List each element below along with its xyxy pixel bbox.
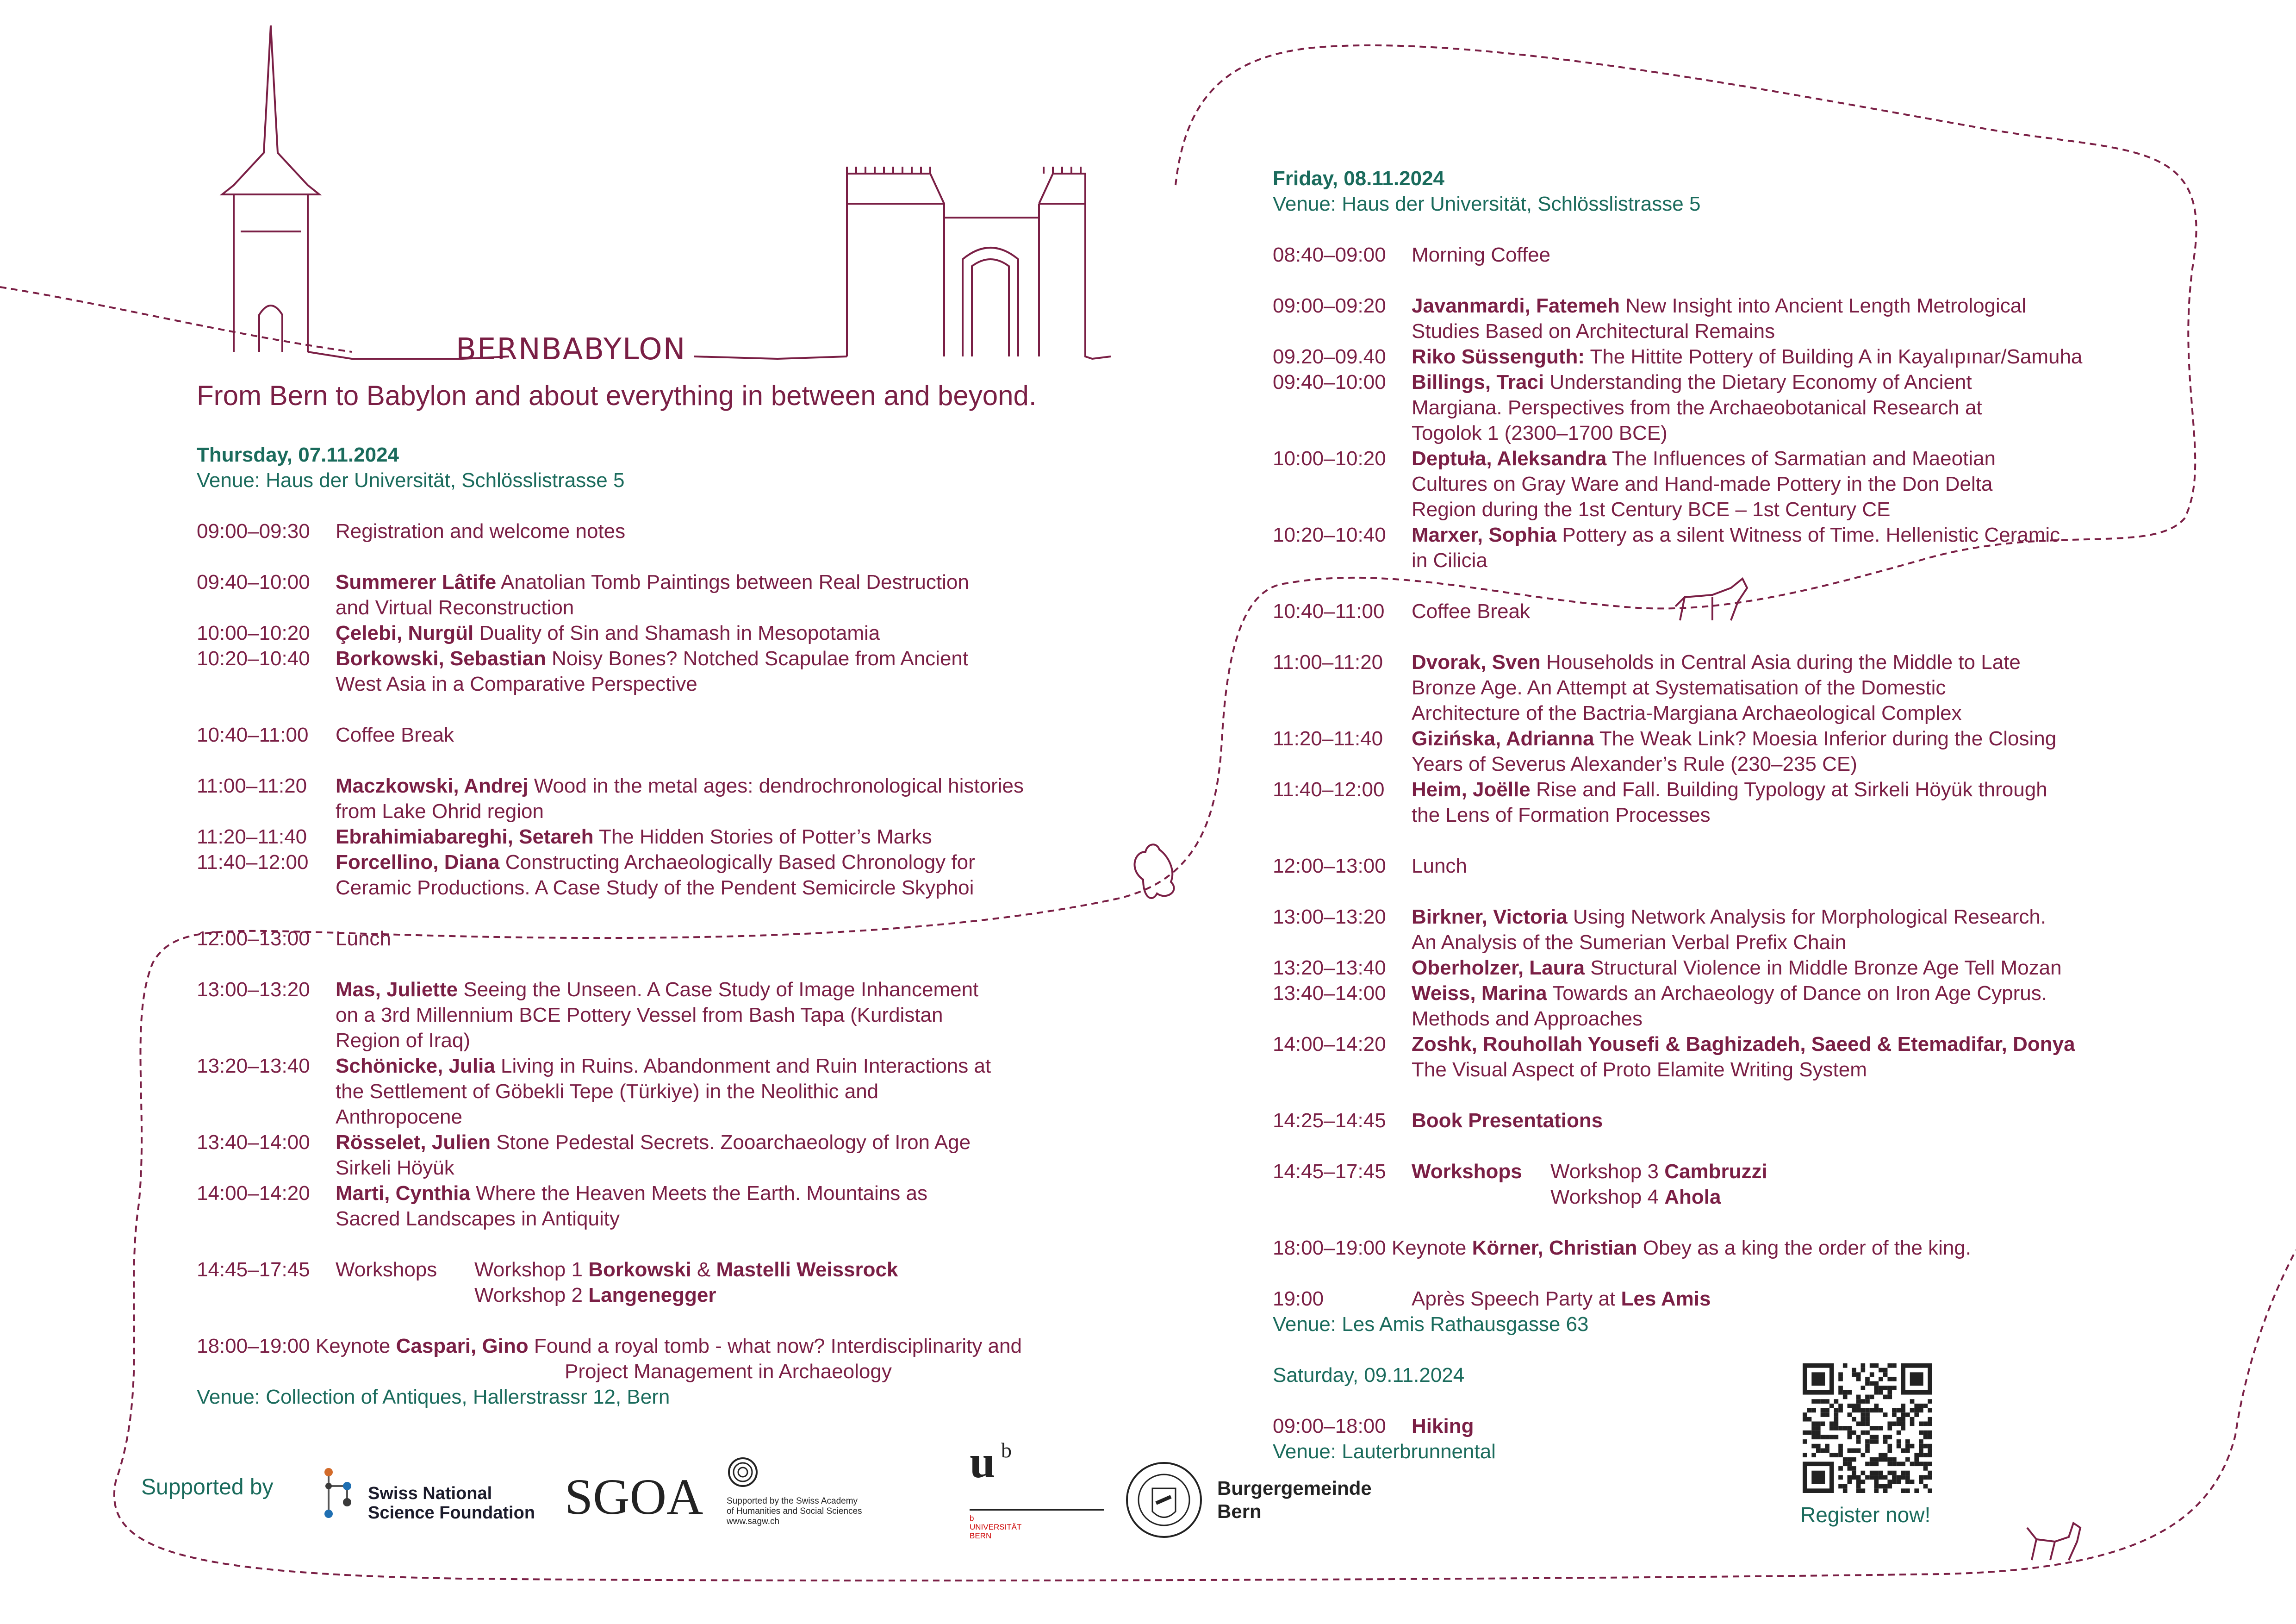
talk-text-line: Lunch xyxy=(336,927,391,950)
time-slot: 14:00–14:20 xyxy=(1273,1033,1386,1056)
talk-text-line: Years of Severus Alexander’s Rule (230–235 CE) xyxy=(1412,753,1857,775)
workshops-label: Workshops xyxy=(336,1258,437,1281)
schedule-row xyxy=(197,646,1169,697)
page-tagline: From Bern to Babylon and about everything in between and beyond. xyxy=(197,380,1037,411)
thursday-workshops xyxy=(197,1257,1169,1308)
thursday-keynote-venue: Venue: Collection of Antiques, Hallerstrassr 12, Bern xyxy=(197,1386,670,1408)
talk-text-line: West Asia in a Comparative Perspective xyxy=(336,673,697,695)
talk-text-line: Region of Iraq) xyxy=(336,1029,471,1052)
thursday-day-heading: Thursday, 07.11.2024 xyxy=(197,443,399,466)
sagw-logo-icon xyxy=(727,1456,759,1488)
time-slot: 13:20–13:40 xyxy=(197,1055,310,1077)
row-line xyxy=(336,1104,462,1130)
speaker-name: Forcellino, Diana xyxy=(336,851,500,874)
schedule-row xyxy=(197,977,1169,1053)
talk-text-line: The Hidden Stories of Potter’s Marks xyxy=(593,825,932,848)
row-line xyxy=(336,620,880,646)
unibe-divider xyxy=(970,1509,1104,1511)
talk-text-line: Constructing Archaeologically Based Chronology for xyxy=(499,851,975,874)
time-slot: 13:00–13:20 xyxy=(1273,906,1386,928)
row-line xyxy=(336,1079,878,1104)
row-line xyxy=(336,1130,971,1155)
speaker-name: Oberholzer, Laura xyxy=(1412,956,1585,979)
time-slot: 12:00–13:00 xyxy=(1273,855,1386,877)
schedule-row xyxy=(1273,853,2268,879)
workshop-4-leader: Ahola xyxy=(1664,1186,1721,1208)
row-line xyxy=(1412,1006,1643,1031)
party-place: Les Amis xyxy=(1621,1287,1711,1310)
talk-text-line: Methods and Approaches xyxy=(1412,1007,1643,1030)
schedule-row xyxy=(1273,904,2268,955)
row-line xyxy=(1412,675,1946,700)
row-line xyxy=(1412,802,1711,828)
snsf-logo-text xyxy=(368,1484,535,1523)
row-line xyxy=(1412,599,1530,624)
row-line xyxy=(336,518,625,544)
talk-text-line: Where the Heaven Meets the Earth. Mountains as xyxy=(470,1182,927,1205)
time-slot: 12:00–13:00 xyxy=(197,927,310,950)
speaker-name: Maczkowski, Andrej xyxy=(336,775,529,797)
time-slot: 10:20–10:40 xyxy=(197,647,310,670)
talk-text-line: The Influences of Sarmatian and Maeotian xyxy=(1606,447,1996,470)
talk-text-line: Bronze Age. An Attempt at Systematisation of the Domestic xyxy=(1412,676,1946,699)
schedule-row xyxy=(197,1181,1169,1231)
talk-text-line: Togolok 1 (2300–1700 BCE) xyxy=(1412,422,1668,444)
talk-text-line: Seeing the Unseen. A Case Study of Image Inhancement xyxy=(458,978,979,1001)
snsf-line2: Science Foundation xyxy=(368,1503,535,1523)
row-line xyxy=(336,722,454,748)
time-slot: 14:00–14:20 xyxy=(197,1182,310,1205)
row-line xyxy=(1412,319,1775,344)
row-line xyxy=(336,849,975,875)
talk-text-line: The Weak Link? Moesia Inferior during the Closing xyxy=(1594,727,2057,750)
speaker-name: Borkowski, Sebastian xyxy=(336,647,546,670)
row-line xyxy=(336,977,978,1002)
burgergemeinde-text xyxy=(1217,1477,1372,1523)
schedule-row xyxy=(1273,344,2268,369)
row-line xyxy=(1412,904,2046,930)
time-slot: 09.20–09.40 xyxy=(1273,345,1386,368)
schedule-row xyxy=(197,722,1169,748)
schedule-row xyxy=(1273,522,2268,573)
speaker-name: Marti, Cynthia xyxy=(336,1182,470,1205)
talk-text-line: An Analysis of the Sumerian Verbal Prefix Chain xyxy=(1412,931,1847,954)
row-line xyxy=(1412,548,1487,573)
sgoa-logo: SGOA xyxy=(565,1468,703,1525)
workshop-1-prefix: Workshop 1 xyxy=(474,1258,589,1281)
saturday-day-heading: Saturday, 09.11.2024 xyxy=(1273,1364,1465,1387)
speaker-name: Deptuła, Aleksandra xyxy=(1412,447,1607,470)
talk-text-line: Duality of Sin and Shamash in Mesopotamia xyxy=(473,622,880,644)
unibe-logo xyxy=(970,1435,1108,1542)
keynote-title-line1: Found a royal tomb - what now? Interdisciplinarity and xyxy=(528,1335,1022,1357)
row-line xyxy=(1412,344,2082,369)
keynote-title: Obey as a king the order of the king. xyxy=(1637,1237,1972,1259)
talk-text-line: Architecture of the Bactria-Margiana Archaeological Complex xyxy=(1412,702,1962,725)
row-line xyxy=(1412,1057,1867,1082)
talk-text-line: Wood in the metal ages: dendrochronological histories xyxy=(528,775,1024,797)
talk-text-line: New Insight into Ancient Length Metrological xyxy=(1619,294,2027,317)
time-slot: 18:00–19:00 xyxy=(1273,1237,1386,1259)
talk-text-line: from Lake Ohrid region xyxy=(336,800,544,823)
registration-qr-code-icon[interactable] xyxy=(1803,1363,1932,1493)
talk-text-line: Lunch xyxy=(1412,855,1467,877)
keynote-label: Keynote xyxy=(1386,1237,1472,1259)
friday-schedule xyxy=(1273,242,2268,1133)
speaker-name: Heim, Joëlle xyxy=(1412,778,1531,801)
time-slot: 13:00–13:20 xyxy=(197,978,310,1001)
talk-text-line: Towards an Archaeology of Dance on Iron Age Cyprus. xyxy=(1547,982,2047,1005)
row-line xyxy=(336,1053,991,1079)
workshop-3-prefix: Workshop 3 xyxy=(1550,1160,1665,1183)
time-slot: 10:40–11:00 xyxy=(197,724,309,746)
speaker-name: Marxer, Sophia xyxy=(1412,524,1557,546)
schedule-row xyxy=(197,926,1169,951)
row-line xyxy=(1412,650,2021,675)
row-line xyxy=(1412,726,2056,751)
row-line xyxy=(1412,1031,2075,1057)
row-line xyxy=(1412,446,1996,471)
row-line xyxy=(336,926,391,951)
time-slot: 11:20–11:40 xyxy=(197,825,307,848)
time-slot: 11:20–11:40 xyxy=(1273,727,1383,750)
schedule-row xyxy=(197,824,1169,849)
talk-text-line: Registration and welcome notes xyxy=(336,520,626,543)
row-line xyxy=(1412,777,2047,802)
schedule-row xyxy=(1273,293,2268,344)
talk-text-line: Understanding the Dietary Economy of Ancient xyxy=(1544,371,1972,394)
time-slot: 13:40–14:00 xyxy=(1273,982,1386,1005)
talk-text-line: Anthropocene xyxy=(336,1106,462,1128)
schedule-row xyxy=(1273,446,2268,522)
unibe-mark: u xyxy=(970,1436,996,1487)
friday-keynote xyxy=(1273,1235,2268,1261)
workshops-label: Workshops xyxy=(1412,1160,1522,1183)
time-slot: 09:00–09:30 xyxy=(197,520,310,543)
schedule-row xyxy=(197,773,1169,824)
row-line xyxy=(1412,293,2026,319)
time-slot: 10:00–10:20 xyxy=(1273,447,1386,470)
talk-text-line: Noisy Bones? Notched Scapulae from Ancient xyxy=(546,647,969,670)
time-slot: 11:00–11:20 xyxy=(1273,651,1383,674)
unibe-line0: b xyxy=(970,1514,974,1523)
friday-day-heading: Friday, 08.11.2024 xyxy=(1273,167,1445,190)
friday-venue: Venue: Haus der Universität, Schlösslistrasse 5 xyxy=(1273,193,1701,215)
unibe-sup: b xyxy=(1001,1438,1012,1462)
speaker-name: Schönicke, Julia xyxy=(336,1055,495,1077)
saturday-venue: Venue: Lauterbrunnental xyxy=(1273,1440,1496,1463)
speaker-name: Book Presentations xyxy=(1412,1109,1603,1132)
speaker-name: Ebrahimiabareghi, Setareh xyxy=(336,825,594,848)
time-slot: 09:00–09:20 xyxy=(1273,294,1386,317)
speaker-name: Javanmardi, Fatemeh xyxy=(1412,294,1620,317)
schedule-row xyxy=(197,1130,1169,1181)
row-line xyxy=(336,875,974,900)
talk-text-line: Coffee Break xyxy=(336,724,454,746)
row-line xyxy=(1412,420,1668,446)
talk-text-line: The Hittite Pottery of Building A in Kayalıpınar/Samuha xyxy=(1585,345,2083,368)
time-slot: 13:20–13:40 xyxy=(1273,956,1386,979)
saturday-activity: Hiking xyxy=(1412,1415,1474,1437)
workshop-3-leader: Cambruzzi xyxy=(1664,1160,1767,1183)
schedule-row xyxy=(197,569,1169,620)
speaker-name: Rösselet, Julien xyxy=(336,1131,491,1154)
time-slot: 10:00–10:20 xyxy=(197,622,310,644)
time-slot: 14:45–17:45 xyxy=(197,1258,310,1281)
talk-text-line: Sacred Landscapes in Antiquity xyxy=(336,1207,620,1230)
talk-text-line: The Visual Aspect of Proto Elamite Writing System xyxy=(1412,1058,1867,1081)
time-slot: 11:40–12:00 xyxy=(197,851,309,874)
row-line xyxy=(336,1181,927,1206)
talk-text-line: Rise and Fall. Building Typology at Sirkeli Höyük through xyxy=(1530,778,2047,801)
register-now-link[interactable]: Register now! xyxy=(1800,1503,1931,1527)
schedule-row xyxy=(1273,650,2268,726)
time-slot: 14:45–17:45 xyxy=(1273,1160,1386,1183)
schedule-row xyxy=(1273,369,2268,446)
schedule-row xyxy=(1273,955,2268,981)
sagw-line2: of Humanities and Social Sciences xyxy=(727,1506,862,1516)
row-line xyxy=(336,824,932,849)
friday-column xyxy=(1273,166,2268,1464)
talk-text-line: Sirkeli Höyük xyxy=(336,1156,454,1179)
schedule-row xyxy=(197,1053,1169,1130)
row-line xyxy=(1412,242,1550,268)
time-slot: 11:40–12:00 xyxy=(1273,778,1385,801)
schedule-row xyxy=(1273,777,2268,828)
workshop-2-leader: Langenegger xyxy=(588,1284,716,1306)
workshop-1-amp: & xyxy=(691,1258,716,1281)
talk-text-line: Ceramic Productions. A Case Study of the Pendent Semicircle Skyphoi xyxy=(336,876,974,899)
time-slot: 18:00–19:00 xyxy=(197,1335,310,1357)
keynote-speaker: Körner, Christian xyxy=(1472,1237,1637,1259)
schedule-row xyxy=(1273,1108,2268,1133)
sagw-logo-text xyxy=(727,1496,862,1527)
talk-text-line: Structural Violence in Middle Bronze Age Tell Mozan xyxy=(1585,956,2062,979)
row-line xyxy=(336,646,968,671)
time-slot: 19:00 xyxy=(1273,1287,1324,1310)
talk-text-line: Pottery as a silent Witness of Time. Hellenistic Ceramic xyxy=(1556,524,2060,546)
talk-text-line: Region during the 1st Century BCE – 1st Century CE xyxy=(1412,498,1891,521)
thursday-schedule xyxy=(197,518,1169,1231)
row-line xyxy=(336,1002,943,1028)
party-text: Après Speech Party at xyxy=(1412,1287,1621,1310)
time-slot: 10:40–11:00 xyxy=(1273,600,1385,623)
bern-babylon-skyline xyxy=(222,25,1111,359)
burgergemeinde-line1: Burgergemeinde xyxy=(1217,1477,1372,1499)
row-line xyxy=(336,595,574,620)
row-line xyxy=(336,1206,620,1231)
schedule-row xyxy=(1273,981,2268,1031)
row-line xyxy=(336,773,1024,799)
speaker-name: Billings, Traci xyxy=(1412,371,1544,394)
schedule-row xyxy=(1273,1031,2268,1082)
workshop-4-prefix: Workshop 4 xyxy=(1550,1186,1665,1208)
time-slot: 11:00–11:20 xyxy=(197,775,307,797)
schedule-row xyxy=(197,849,1169,900)
talk-text-line: the Settlement of Göbekli Tepe (Türkiye) in the Neolithic and xyxy=(336,1080,879,1103)
talk-text-line: Using Network Analysis for Morphological Research. xyxy=(1567,906,2047,928)
sagw-line1: Supported by the Swiss Academy xyxy=(727,1496,858,1506)
friday-party xyxy=(1273,1286,2268,1312)
row-line xyxy=(1412,700,1962,726)
friday-party-venue: Venue: Les Amis Rathausgasse 63 xyxy=(1273,1313,1589,1336)
keynote-label: Keynote xyxy=(310,1335,396,1357)
talk-text-line: Morning Coffee xyxy=(1412,244,1551,266)
supported-by-label: Supported by xyxy=(141,1475,274,1499)
row-line xyxy=(336,671,697,697)
row-line xyxy=(1412,853,1467,879)
talk-text-line: Stone Pedestal Secrets. Zooarchaeology of Iron Age xyxy=(491,1131,971,1154)
talk-text-line: and Virtual Reconstruction xyxy=(336,596,574,619)
speaker-name: Mas, Juliette xyxy=(336,978,458,1001)
friday-workshops xyxy=(1273,1159,2268,1210)
talk-text-line: Margiana. Perspectives from the Archaeobotanical Research at xyxy=(1412,396,1982,419)
speaker-name: Riko Süssenguth: xyxy=(1412,345,1585,368)
schedule-row xyxy=(1273,242,2268,268)
sagw-line3: www.sagw.ch xyxy=(727,1517,780,1526)
schedule-row xyxy=(197,518,1169,544)
row-line xyxy=(1412,1108,1603,1133)
row-line xyxy=(336,799,544,824)
speaker-name: Birkner, Victoria xyxy=(1412,906,1568,928)
talk-text-line: Studies Based on Architectural Remains xyxy=(1412,320,1775,343)
thursday-column xyxy=(197,442,1169,1410)
time-slot: 08:40–09:00 xyxy=(1273,244,1386,266)
saturday-hiking xyxy=(1273,1413,2268,1439)
speaker-name: Gizińska, Adrianna xyxy=(1412,727,1594,750)
talk-text-line: in Cilicia xyxy=(1412,549,1487,572)
time-slot: 09:40–10:00 xyxy=(197,571,310,593)
row-line xyxy=(1412,981,2047,1006)
row-line xyxy=(1412,497,1891,522)
snsf-logo-icon xyxy=(315,1463,370,1523)
row-line xyxy=(1412,955,2062,981)
speaker-name: Zoshk, Rouhollah Yousefi & Baghizadeh, Saeed & Etemadifar, Donya xyxy=(1412,1033,2075,1056)
talk-text-line: Coffee Break xyxy=(1412,600,1531,623)
workshop-2-prefix: Workshop 2 xyxy=(474,1284,589,1306)
talk-text-line: on a 3rd Millennium BCE Pottery Vessel from Bash Tapa (Kurdistan xyxy=(336,1004,943,1026)
row-line xyxy=(336,569,969,595)
thursday-keynote xyxy=(197,1333,1169,1384)
row-line xyxy=(1412,522,2060,548)
time-slot: 09:00–18:00 xyxy=(1273,1415,1386,1437)
burgergemeinde-line2: Bern xyxy=(1217,1500,1262,1522)
talk-text-line: Cultures on Gray Ware and Hand-made Pottery in the Don Delta xyxy=(1412,473,1993,495)
speaker-name: Dvorak, Sven xyxy=(1412,651,1541,674)
talk-text-line: Anatolian Tomb Paintings between Real Destruction xyxy=(496,571,969,593)
speaker-name: Çelebi, Nurgül xyxy=(336,622,474,644)
time-slot: 10:20–10:40 xyxy=(1273,524,1386,546)
time-slot: 14:25–14:45 xyxy=(1273,1109,1386,1132)
row-line xyxy=(1412,751,1857,777)
unibe-line1: UNIVERSITÄT xyxy=(970,1523,1022,1531)
row-line xyxy=(1412,369,1972,395)
talk-text-line: Households in Central Asia during the Middle to Late xyxy=(1540,651,2021,674)
speaker-name: Weiss, Marina xyxy=(1412,982,1547,1005)
snsf-line1: Swiss National xyxy=(368,1484,492,1503)
row-line xyxy=(1412,930,1846,955)
bernbabylon-logo: BERNBABYLON xyxy=(456,332,686,367)
talk-text-line: Living in Ruins. Abandonment and Ruin Interactions at xyxy=(495,1055,991,1077)
row-line xyxy=(1412,471,1992,497)
schedule-row xyxy=(197,620,1169,646)
burgergemeinde-seal-icon xyxy=(1125,1461,1203,1539)
dog-icon xyxy=(2027,1523,2080,1560)
keynote-title-line2: Project Management in Archaeology xyxy=(565,1360,892,1383)
keynote-speaker: Caspari, Gino xyxy=(396,1335,529,1357)
workshop-1-leader-b: Mastelli Weissrock xyxy=(716,1258,898,1281)
schedule-row xyxy=(1273,726,2268,777)
workshop-1-leader-a: Borkowski xyxy=(588,1258,691,1281)
time-slot: 13:40–14:00 xyxy=(197,1131,310,1154)
speaker-name: Summerer Lâtife xyxy=(336,571,497,593)
row-line xyxy=(1412,395,1982,420)
thursday-venue: Venue: Haus der Universität, Schlösslistrasse 5 xyxy=(197,469,625,492)
row-line xyxy=(336,1155,454,1181)
row-line xyxy=(336,1028,470,1053)
schedule-row xyxy=(1273,599,2268,624)
time-slot: 09:40–10:00 xyxy=(1273,371,1386,394)
unibe-line2: BERN xyxy=(970,1531,992,1540)
talk-text-line: the Lens of Formation Processes xyxy=(1412,804,1711,826)
unibe-text xyxy=(970,1514,1021,1540)
